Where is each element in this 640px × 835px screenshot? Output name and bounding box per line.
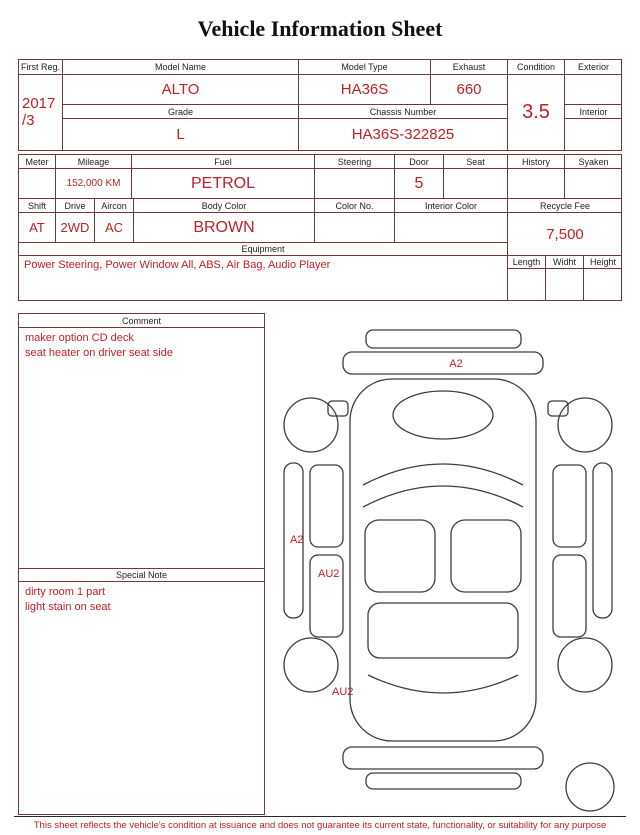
damage-labels-group xyxy=(290,358,463,698)
meter-header: Meter xyxy=(19,155,56,169)
first-reg-header: First Reg. xyxy=(19,60,63,75)
front-seat-right xyxy=(451,520,521,592)
grade-header: Grade xyxy=(63,105,299,119)
aircon-header: Aircon xyxy=(95,199,134,213)
drive-header: Drive xyxy=(56,199,95,213)
rear-right-wheel xyxy=(558,638,612,692)
damage-label-front: A2 xyxy=(449,358,463,370)
comment-header: Comment xyxy=(19,314,264,328)
first-reg-month: /3 xyxy=(22,111,35,129)
steering-header: Steering xyxy=(315,155,395,169)
history-value-cell xyxy=(508,169,565,199)
damage-label-left-front: A2 xyxy=(290,534,304,546)
interior-value-cell xyxy=(565,119,622,150)
shift-header: Shift xyxy=(19,199,56,213)
first-reg-value xyxy=(19,75,63,150)
hood-detail xyxy=(393,391,493,439)
length-header: Length xyxy=(508,256,546,269)
right-rocker-panel xyxy=(593,463,612,618)
left-front-door xyxy=(310,465,343,547)
comment-line: seat heater on driver seat side xyxy=(25,346,173,359)
right-rear-door xyxy=(553,555,586,637)
right-mirror xyxy=(548,401,568,416)
shift-value: AT xyxy=(19,213,56,243)
door-value: 5 xyxy=(395,169,444,199)
damage-label-left-rear: AU2 xyxy=(318,568,340,580)
special-note-content xyxy=(19,582,264,618)
height-header: Height xyxy=(584,256,622,269)
chassis-number-header: Chassis Number xyxy=(299,105,507,119)
front-seat-left xyxy=(365,520,435,592)
front-bumper xyxy=(343,352,543,374)
special-note-line: dirty room 1 part xyxy=(25,586,106,598)
grade-value: L xyxy=(63,119,299,150)
interior-color-header: Interior Color xyxy=(395,199,507,213)
fuel-header: Fuel xyxy=(132,155,315,169)
first-reg-year: 2017 xyxy=(22,95,56,112)
chassis-number-value: HA36S-322825 xyxy=(351,126,455,143)
exterior-value-cell xyxy=(565,75,622,105)
steering-value-cell xyxy=(315,169,395,199)
length-value-cell xyxy=(508,269,546,300)
model-type-header: Model Type xyxy=(299,60,431,75)
height-value-cell xyxy=(584,269,622,300)
seat-value-cell xyxy=(444,169,507,199)
interior-color-value-cell xyxy=(395,213,507,243)
page-title: Vehicle Information Sheet xyxy=(197,16,443,41)
syaken-header: Syaken xyxy=(565,155,622,169)
front-grille xyxy=(366,330,521,348)
comment-box xyxy=(18,313,265,815)
windshield-bottom xyxy=(363,486,523,507)
rear-bench-seat xyxy=(368,603,518,658)
meter-value-cell xyxy=(19,169,56,199)
car-diagram xyxy=(268,315,630,813)
condition-value: 3.5 xyxy=(508,75,565,150)
right-front-door xyxy=(553,465,586,547)
width-header: Widht xyxy=(546,256,584,269)
exterior-header: Exterior xyxy=(565,60,622,75)
color-no-value-cell xyxy=(315,213,395,243)
model-name-header: Model Name xyxy=(63,60,299,75)
door-header: Door xyxy=(395,155,444,169)
front-right-wheel xyxy=(558,398,612,452)
special-note-header: Special Note xyxy=(19,568,264,582)
exhaust-value: 660 xyxy=(431,75,507,105)
front-left-wheel xyxy=(284,398,338,452)
equipment-value: Power Steering, Power Window All, ABS, Air Bag, Audio Player xyxy=(24,259,331,271)
mileage-header: Mileage xyxy=(56,155,132,169)
seat-header: Seat xyxy=(444,155,507,169)
model-name-value: ALTO xyxy=(63,75,299,105)
history-header: History xyxy=(508,155,565,169)
details-table xyxy=(18,154,622,301)
color-no-header: Color No. xyxy=(315,199,395,213)
interior-header: Interior xyxy=(565,105,622,119)
width-value-cell xyxy=(546,269,584,300)
registration-table xyxy=(18,59,622,151)
syaken-value-cell xyxy=(565,169,622,199)
recycle-fee-header: Recycle Fee xyxy=(508,199,622,213)
drive-value: 2WD xyxy=(56,213,95,243)
exhaust-header: Exhaust xyxy=(431,60,507,75)
car-body xyxy=(350,379,536,741)
mileage-value: 152,000 KM xyxy=(56,169,132,199)
rear-lower-bar xyxy=(366,773,521,789)
rear-left-wheel xyxy=(284,638,338,692)
rear-bumper xyxy=(343,747,543,769)
spare-tire xyxy=(566,763,614,811)
recycle-fee-value: 7,500 xyxy=(508,213,622,256)
fuel-value: PETROL xyxy=(132,169,315,199)
condition-header: Condition xyxy=(508,60,565,75)
rear-window xyxy=(368,675,518,693)
equipment-header: Equipment xyxy=(19,243,507,256)
damage-label-rear: AU2 xyxy=(332,686,354,698)
comment-content xyxy=(19,328,264,568)
left-mirror xyxy=(328,401,348,416)
body-color-header: Body Color xyxy=(134,199,315,213)
aircon-value: AC xyxy=(95,213,134,243)
footer-disclaimer: This sheet reflects the vehicle's condition at issuance and does not guarantee its current state, functionality, or suitability for any purpose xyxy=(14,816,626,831)
special-note-line: light stain on seat xyxy=(25,600,111,613)
comment-line: maker option CD deck xyxy=(25,332,134,344)
body-color-value: BROWN xyxy=(134,213,315,243)
model-type-value: HA36S xyxy=(299,75,431,105)
windshield-top xyxy=(363,464,523,485)
